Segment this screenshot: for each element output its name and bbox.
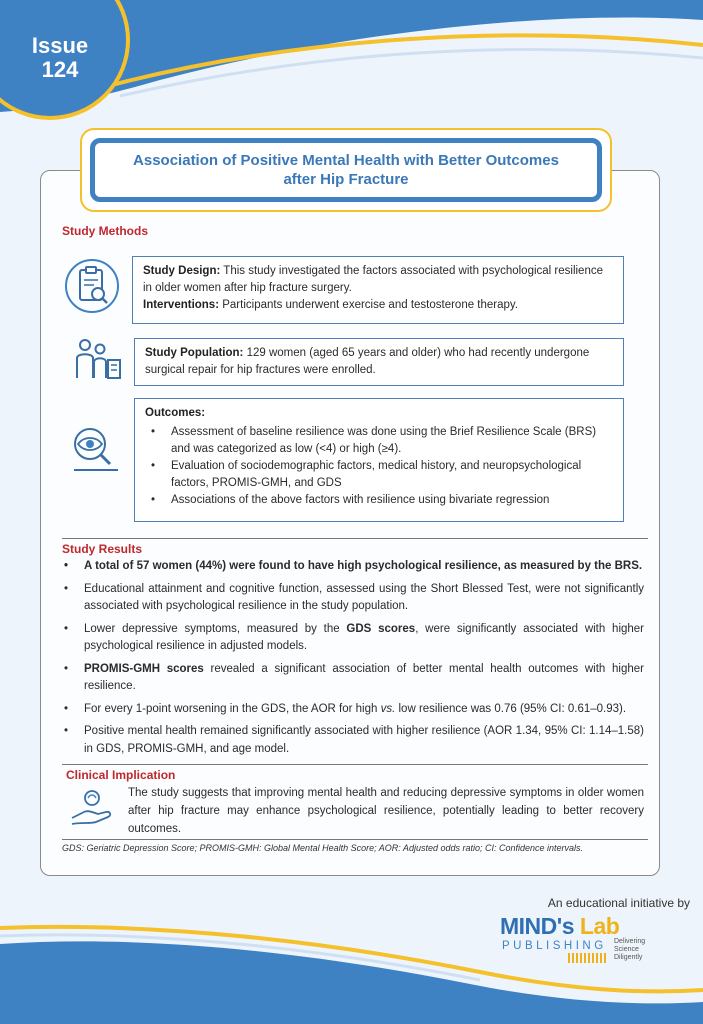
result-item: • A total of 57 women (44%) were found to have high psychological resilience, as measured by the BRS. <box>62 558 644 576</box>
bottom-wave-decoration <box>0 914 703 1024</box>
result-item <box>62 661 644 696</box>
issue-number: 124 <box>41 57 79 82</box>
result-text: Lower depressive symptoms, measured by the <box>84 622 347 635</box>
tagline-line: Science <box>614 946 639 953</box>
hand-brain-icon <box>70 788 116 828</box>
outcome-item: • Evaluation of sociodemographic factors, medical history, and neuropsychological factors, PROMIS-GMH, and GDS <box>145 458 613 492</box>
logo-publishing: PUBLISHING <box>502 940 607 952</box>
outcome-item: • Assessment of baseline resilience was done using the Brief Resilience Scale (BRS) and was categorized as low (<4) or high (≥4). <box>145 424 613 458</box>
title-box <box>90 138 602 202</box>
footnote-divider <box>62 839 648 840</box>
study-population-value: 129 women (aged 65 years and older) who had recently undergone surgical repair for hip fractures were enrolled. <box>145 347 590 376</box>
people-chart-icon <box>74 338 124 384</box>
interventions-label: Interventions: <box>143 299 220 311</box>
interventions-text <box>143 297 613 314</box>
result-text: low resilience was 0.76 (95% CI: 0.61–0.93). <box>395 702 627 715</box>
result-item <box>62 701 644 719</box>
clinical-divider <box>62 764 648 765</box>
result-bold-text: GDS scores <box>346 622 416 635</box>
result-text: revealed a significant association of better mental health outcomes with higher resilience. <box>84 662 644 692</box>
issue-label <box>20 34 100 82</box>
result-italic-text: vs. <box>380 702 396 715</box>
title-line-2: after Hip Fracture <box>283 171 409 188</box>
outcomes-label: Outcomes: <box>145 407 206 419</box>
page-title <box>126 151 566 189</box>
result-text: For every 1-point worsening in the GDS, the AOR for high <box>84 702 381 715</box>
outcomes-list <box>145 424 613 509</box>
results-list <box>62 558 644 763</box>
tagline-line: Delivering <box>614 938 646 945</box>
study-population-box <box>134 338 624 386</box>
study-design-box <box>132 256 624 324</box>
result-item: • Educational attainment and cognitive function, assessed using the Short Blessed Test, were not significantly associated with psychological resilience in the study population. <box>62 581 644 616</box>
eye-magnifier-icon <box>68 424 122 474</box>
result-item <box>62 621 644 656</box>
study-design-text <box>143 263 613 297</box>
outcome-item: • Associations of the above factors with resilience using bivariate regression <box>145 492 613 509</box>
tagline-line: Diligently <box>614 954 643 961</box>
clinical-implication-heading: Clinical Implication <box>66 768 176 782</box>
study-results-heading: Study Results <box>62 542 143 556</box>
logo-lab: Lab <box>579 913 620 939</box>
educational-initiative-text: An educational initiative by <box>547 896 690 910</box>
study-methods-heading: Study Methods <box>62 224 148 238</box>
result-text: , were significantly associated with higher psychological resilience in adjusted models. <box>84 622 645 652</box>
result-bold-text: PROMIS-GMH scores <box>84 662 204 675</box>
study-design-value: This study investigated the factors associated with psychological resilience in older women after hip fracture surgery. <box>143 265 603 294</box>
logo-minds: MIND's <box>500 913 575 939</box>
clinical-implication-text: The study suggests that improving mental health and reducing depressive symptoms in older women after hip fracture may enhance psychological resilience, potentially leading to better recovery outcomes. <box>128 787 644 835</box>
study-design-label: Study Design: <box>143 265 221 277</box>
clipboard-magnifier-icon <box>64 258 120 314</box>
study-population-label: Study Population: <box>145 347 244 359</box>
outcomes-box <box>134 398 624 522</box>
interventions-value: Participants underwent exercise and testosterone therapy. <box>219 299 519 311</box>
title-line-1: Association of Positive Mental Health with Better Outcomes <box>133 152 559 169</box>
issue-word: Issue <box>31 33 89 58</box>
abbreviations-footnote: GDS: Geriatric Depression Score; PROMIS-GMH: Global Mental Health Score; AOR: Adjusted odds ratio; CI: Confidence intervals. <box>62 843 584 853</box>
result-item: • Positive mental health remained significantly associated with higher resilience (AOR 1.34, 95% CI: 1.14–1.58) in GDS, PROMIS-GMH, and age model. <box>62 723 644 758</box>
results-divider <box>62 538 648 539</box>
